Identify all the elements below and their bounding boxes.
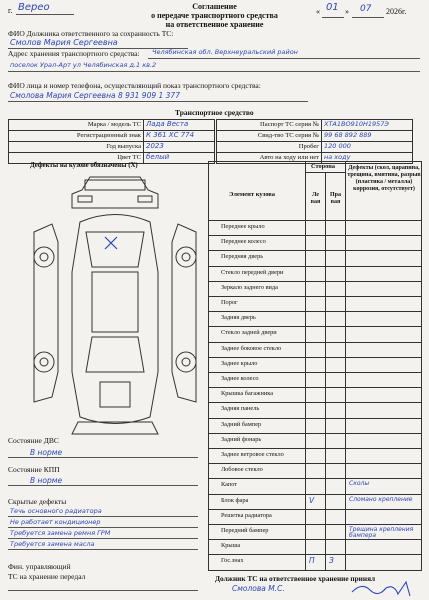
defect-row-label: Задняя дверь (221, 314, 256, 322)
vehicle-value: белый (146, 153, 170, 162)
hidden-defect-line: Требуется замена ремня ГРМ (10, 529, 111, 537)
gearbox-label: Состояние КПП (8, 465, 60, 474)
defect-row-label: Крыша (221, 542, 241, 550)
defect-description: Сломано крепление (349, 495, 413, 503)
official-value: Смолов Мария Сергеевна (10, 38, 118, 47)
vehicle-label: Год выпуска (9, 142, 144, 153)
defect-side-left: П (309, 556, 315, 566)
vehicle-value: ХТА1ВО910Н1957Э (324, 120, 389, 129)
hidden-defect-line: Требуется замена масла (10, 540, 95, 548)
defect-row-label: Заднее крыло (221, 359, 258, 367)
title-line-3: на ответственное хранение (165, 20, 264, 30)
defect-row-label: Передний бампер (221, 527, 269, 534)
defect-row (209, 372, 421, 373)
vehicle-value: 99 68 892 889 (324, 131, 372, 140)
vehicle-row (217, 142, 413, 153)
vehicle-table-left (8, 119, 215, 164)
vehicle-row (9, 120, 215, 131)
defect-row (209, 342, 421, 343)
defect-row (209, 387, 421, 388)
engine-value: В норме (30, 448, 63, 457)
col-defects: Дефекты (скол, царапина, трещина, вмятина, разрыв (пластика / металла) коррозия, отсутствует) (347, 165, 421, 192)
city-value: Верео (18, 2, 50, 13)
defect-row (209, 311, 421, 312)
defect-row-label: Заднее ветровое стекло (221, 451, 284, 458)
defect-side-right: З (329, 556, 334, 566)
vehicle-label: Регистрационный знак (9, 131, 144, 142)
date-close-quote: » (345, 7, 349, 16)
car-right-side-view (172, 224, 196, 402)
defect-row (209, 463, 421, 464)
person-label: ФИО лица и номер телефона, осуществляющий показ транспортного средства: (8, 81, 261, 90)
signature-name: Смолова М.С. (232, 584, 285, 593)
footer-left-line-1: Фин. управляющий (8, 562, 71, 571)
hidden-defect-line: Не работает кондиционер (10, 518, 101, 526)
vehicle-value: 120 000 (324, 142, 351, 151)
hidden-defects-label: Скрытые дефекты (8, 497, 67, 506)
official-label: ФИО Должника ответственного за сохранность ТС: (8, 29, 174, 38)
defect-side-left: V (309, 495, 315, 505)
defect-row (209, 478, 421, 479)
vehicle-value: на ходу (324, 153, 351, 162)
car-left-side-view (34, 224, 58, 402)
vehicle-label: Авто на ходу или нет (217, 153, 322, 164)
address-value-2: поселок Урал-Арт ул Челябинская д.1 кв.2 (10, 61, 157, 69)
city-prefix: г. (8, 6, 13, 15)
defect-row-label: Порог (221, 299, 238, 306)
vehicle-label: Паспорт ТС серия № (217, 120, 322, 131)
defect-row (209, 433, 421, 434)
footer-left-line-2: ТС на хранение передал (8, 572, 86, 581)
date-year: 2026г. (386, 7, 407, 16)
defects-table (208, 161, 422, 571)
footer-right-title: Должник ТС на ответственное хранение принял (215, 574, 376, 583)
address-value-1: Челябинская обл. Верхнеуральский район (152, 48, 298, 56)
engine-label: Состояние ДВС (8, 436, 59, 445)
defect-row-label: Капот (221, 481, 238, 489)
vehicle-row (9, 142, 215, 153)
vehicle-row (217, 120, 413, 131)
vehicle-label: Цвет ТС (9, 153, 144, 164)
defect-row (209, 509, 421, 510)
defect-row (209, 554, 421, 555)
defect-row (209, 296, 421, 297)
defect-row-label: Заднее колесо (221, 375, 259, 382)
defect-row-label: Стекло задней двери (221, 329, 277, 337)
defect-row (209, 418, 421, 419)
defect-row-label: Задняя панель (221, 405, 260, 413)
defect-row-label: Переднее крыло (221, 223, 265, 230)
vehicle-row (9, 131, 215, 142)
defect-row-label: Заднее боковое стекло (221, 344, 282, 352)
col-right: Пра вая (329, 192, 341, 205)
car-top-view (72, 215, 158, 424)
defect-row-label: Задний бампер (221, 420, 262, 428)
vehicle-heading: Транспортное средство (175, 108, 254, 117)
defect-row (209, 220, 421, 221)
vehicle-label: Марка / модель ТС (9, 120, 144, 131)
date-month: 07 (360, 4, 372, 14)
defect-description: Сколы (349, 480, 370, 488)
person-value: Смолова Мария Сергеевна 8 931 909 1 377 (10, 91, 180, 100)
vehicle-value: 2023 (146, 142, 164, 151)
vehicle-row (217, 131, 413, 142)
defect-row-label: Задний фонарь (221, 435, 262, 443)
defect-row (209, 235, 421, 236)
date-day: 01 (326, 2, 339, 13)
defect-row (209, 250, 421, 251)
car-body-diagram (30, 172, 200, 442)
address-label: Адрес хранения транспортного средства: (8, 49, 140, 58)
defect-row (209, 448, 421, 449)
date-open-quote: « (316, 7, 320, 16)
defect-row-label: Зеркало заднего вида (221, 283, 278, 291)
defect-row (209, 281, 421, 282)
vehicle-label: Свид-тво ТС серия № (217, 131, 322, 142)
defect-row (209, 402, 421, 403)
signature (350, 580, 420, 598)
defect-row-label: Лобовое стекло (221, 466, 263, 474)
title-line-1: Соглашение (192, 2, 237, 11)
defect-row (209, 266, 421, 267)
defect-row (209, 494, 421, 495)
defect-row (209, 326, 421, 327)
defect-row (209, 357, 421, 358)
defect-row-label: Стекло передней двери (221, 268, 284, 276)
defect-row-label: Переднее колесо (221, 238, 266, 246)
diagram-title: Дефекты на кузове обязначены (Х) (30, 162, 138, 169)
defect-row-label: Крышка багажника (221, 390, 273, 398)
defect-row (209, 539, 421, 540)
vehicle-label: Пробег (217, 142, 322, 153)
defect-row (209, 524, 421, 525)
col-side: Сторона (311, 163, 336, 170)
gearbox-value: В норме (30, 476, 63, 485)
defect-row-label: Решетка радиатора (221, 511, 272, 519)
defect-description: Трещина крепления бампера (349, 526, 414, 539)
defect-row-label: Блок фара (221, 496, 249, 504)
title-line-2: о передаче транспортного средства (151, 11, 278, 21)
vehicle-value: Лада Веста (146, 120, 189, 129)
vehicle-value: К 361 ХС 774 (146, 131, 195, 140)
col-left: Ле вая (310, 192, 321, 205)
defect-row-label: Передняя дверь (221, 253, 264, 261)
hidden-defect-line: Течь основного радиатора (10, 507, 102, 515)
defect-row-label: Гос.знах (221, 557, 244, 565)
vehicle-table-right (216, 119, 413, 164)
col-element: Элемент кузова (229, 191, 276, 198)
